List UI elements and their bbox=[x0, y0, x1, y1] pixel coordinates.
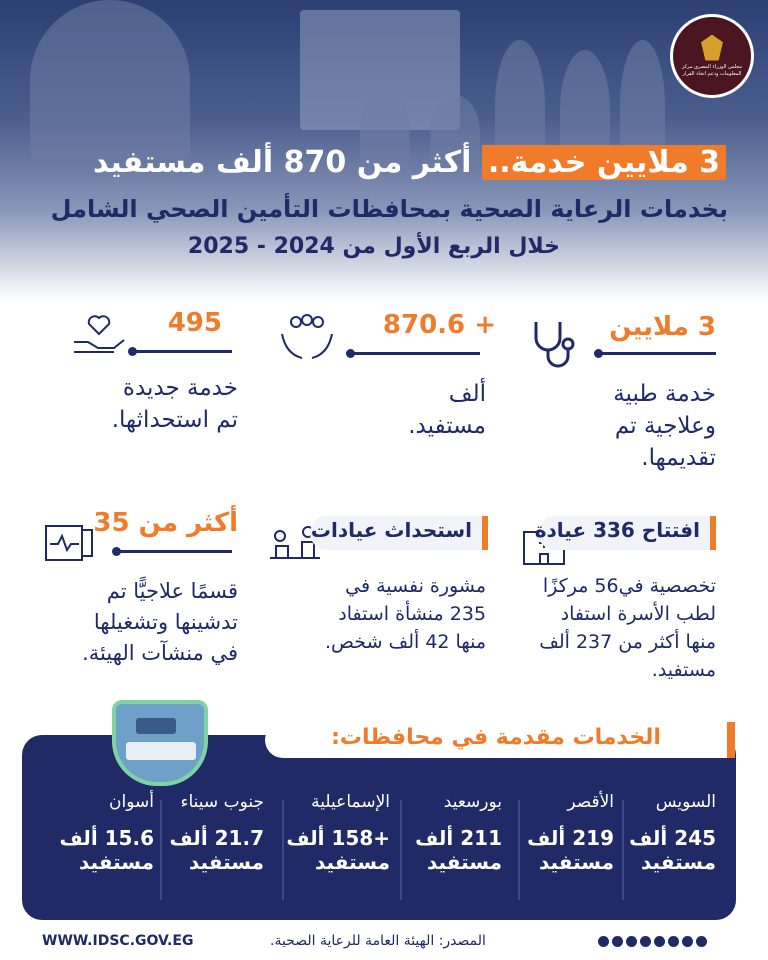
stethoscope-icon bbox=[528, 318, 586, 368]
section-text-psych bbox=[286, 572, 486, 656]
governorate-ismailia bbox=[280, 792, 390, 874]
governorate-unit: مستفيد bbox=[426, 850, 502, 874]
stat-text-services bbox=[516, 378, 716, 474]
governorate-name: جنوب سيناء bbox=[180, 792, 264, 812]
section-line-text: مستفيد. bbox=[651, 659, 716, 681]
governorate-name: الأقصر bbox=[567, 792, 614, 812]
governorate-luxor bbox=[504, 792, 614, 874]
website-link[interactable]: WWW.IDSC.GOV.EG bbox=[42, 933, 194, 949]
divider bbox=[518, 800, 520, 900]
subtitle: بخدمات الرعاية الصحية بمحافظات التأمين الصحي الشامل bbox=[50, 195, 728, 223]
governorate-name: بورسعيد bbox=[443, 792, 502, 812]
governorate-name: السويس bbox=[655, 792, 716, 812]
section-line-text: لطب الأسرة استفاد bbox=[560, 603, 716, 625]
divider bbox=[282, 800, 284, 900]
tiktok-icon[interactable] bbox=[668, 936, 679, 947]
hero-person bbox=[30, 0, 190, 160]
governorate-value: 15.6 ألف bbox=[59, 826, 154, 850]
main-title bbox=[93, 145, 726, 180]
governorate-value: 219 ألف bbox=[527, 826, 614, 850]
title-rest: أكثر من 870 ألف مستفيد bbox=[92, 145, 472, 180]
governorate-value: 245 ألف bbox=[629, 826, 716, 850]
stat-line-text: وعلاجية تم bbox=[614, 413, 716, 439]
governorate-name: أسوان bbox=[109, 792, 154, 812]
section-line-text: تخصصية في56 مركزًا bbox=[542, 575, 716, 597]
governorate-unit: مستفيد bbox=[188, 850, 264, 874]
stat-text-beneficiaries bbox=[326, 378, 486, 442]
section-text-departments bbox=[18, 576, 238, 669]
stat-value-beneficiaries: + 870.6 bbox=[382, 310, 496, 340]
divider bbox=[160, 800, 162, 900]
section-text-clinics bbox=[476, 572, 716, 684]
logo-text: مجلس الوزراء المصري مركز المعلومات ودعم اتخاذ القرار bbox=[681, 63, 743, 77]
hospital-bed bbox=[126, 742, 196, 760]
idsc-logo bbox=[670, 14, 754, 98]
section-title-clinics: افتتاح 336 عيادة bbox=[538, 516, 716, 550]
hospital-bed bbox=[136, 718, 176, 734]
stat-value-services: 3 ملايين bbox=[609, 312, 716, 342]
section-line-text: منها 42 ألف شخص. bbox=[324, 631, 486, 653]
divider bbox=[400, 800, 402, 900]
stat-line-text: تم استحداثها. bbox=[111, 407, 238, 433]
governorate-unit: مستفيد bbox=[640, 850, 716, 874]
eagle-icon bbox=[701, 35, 723, 61]
section-line-text: منها أكثر من 237 ألف bbox=[539, 631, 716, 653]
stat-line-text: تقديمها. bbox=[641, 445, 716, 471]
footer bbox=[0, 927, 768, 960]
hospital-room-image bbox=[112, 700, 208, 786]
section-title-psych: استحداث عيادات bbox=[310, 516, 488, 550]
section-line-text: مشورة نفسية في bbox=[345, 575, 486, 597]
period: خلال الربع الأول من 2024 - 2025 bbox=[187, 234, 560, 259]
stat-line bbox=[598, 352, 716, 355]
title-highlight: 3 ملايين خدمة.. bbox=[482, 145, 726, 180]
stat-line-text: خدمة طبية bbox=[613, 381, 716, 407]
section-line bbox=[116, 550, 232, 553]
stat-line-text: مستفيد. bbox=[408, 413, 486, 439]
section-line-text: قسمًا علاجيًّا تم bbox=[106, 579, 238, 603]
governorate-southsinai bbox=[154, 792, 264, 874]
telegram-icon[interactable] bbox=[682, 936, 693, 947]
heart-hand-icon bbox=[70, 312, 128, 362]
governorate-value: 21.7 ألف bbox=[169, 826, 264, 850]
people-hands-icon bbox=[278, 312, 336, 362]
governorates-title: الخدمات مقدمة في محافظات: bbox=[265, 722, 735, 758]
governorate-value: +158 ألف bbox=[286, 826, 390, 850]
governorate-value: 211 ألف bbox=[415, 826, 502, 850]
stat-text-new-services bbox=[38, 372, 238, 436]
governorate-aswan bbox=[44, 792, 154, 874]
divider bbox=[622, 800, 624, 900]
section-line-text: في منشآت الهيئة. bbox=[82, 641, 238, 665]
facebook-icon[interactable] bbox=[598, 936, 609, 947]
governorate-portsaid bbox=[392, 792, 502, 874]
governorate-unit: مستفيد bbox=[538, 850, 614, 874]
section-title-departments: أكثر من 35 bbox=[93, 508, 238, 538]
whatsapp-icon[interactable] bbox=[696, 936, 707, 947]
stat-line bbox=[132, 350, 232, 353]
x-icon[interactable] bbox=[612, 936, 623, 947]
governorate-unit: مستفيد bbox=[314, 850, 390, 874]
source-text: المصدر: الهيئة العامة للرعاية الصحية. bbox=[270, 933, 486, 949]
medical-monitor-icon bbox=[40, 518, 98, 568]
stat-value-new-services: 495 bbox=[167, 308, 222, 338]
section-line-text: تدشينها وتشغيلها bbox=[93, 610, 238, 634]
linkedin-icon[interactable] bbox=[640, 936, 651, 947]
stat-line bbox=[350, 352, 480, 355]
instagram-icon[interactable] bbox=[626, 936, 637, 947]
stat-line-text: خدمة جديدة bbox=[122, 375, 238, 401]
governorate-name: الإسماعيلية bbox=[311, 792, 390, 812]
governorate-unit: مستفيد bbox=[78, 850, 154, 874]
youtube-icon[interactable] bbox=[654, 936, 665, 947]
stat-line-text: ألف bbox=[448, 381, 486, 407]
section-line-text: 235 منشأة استفاد bbox=[338, 603, 486, 625]
